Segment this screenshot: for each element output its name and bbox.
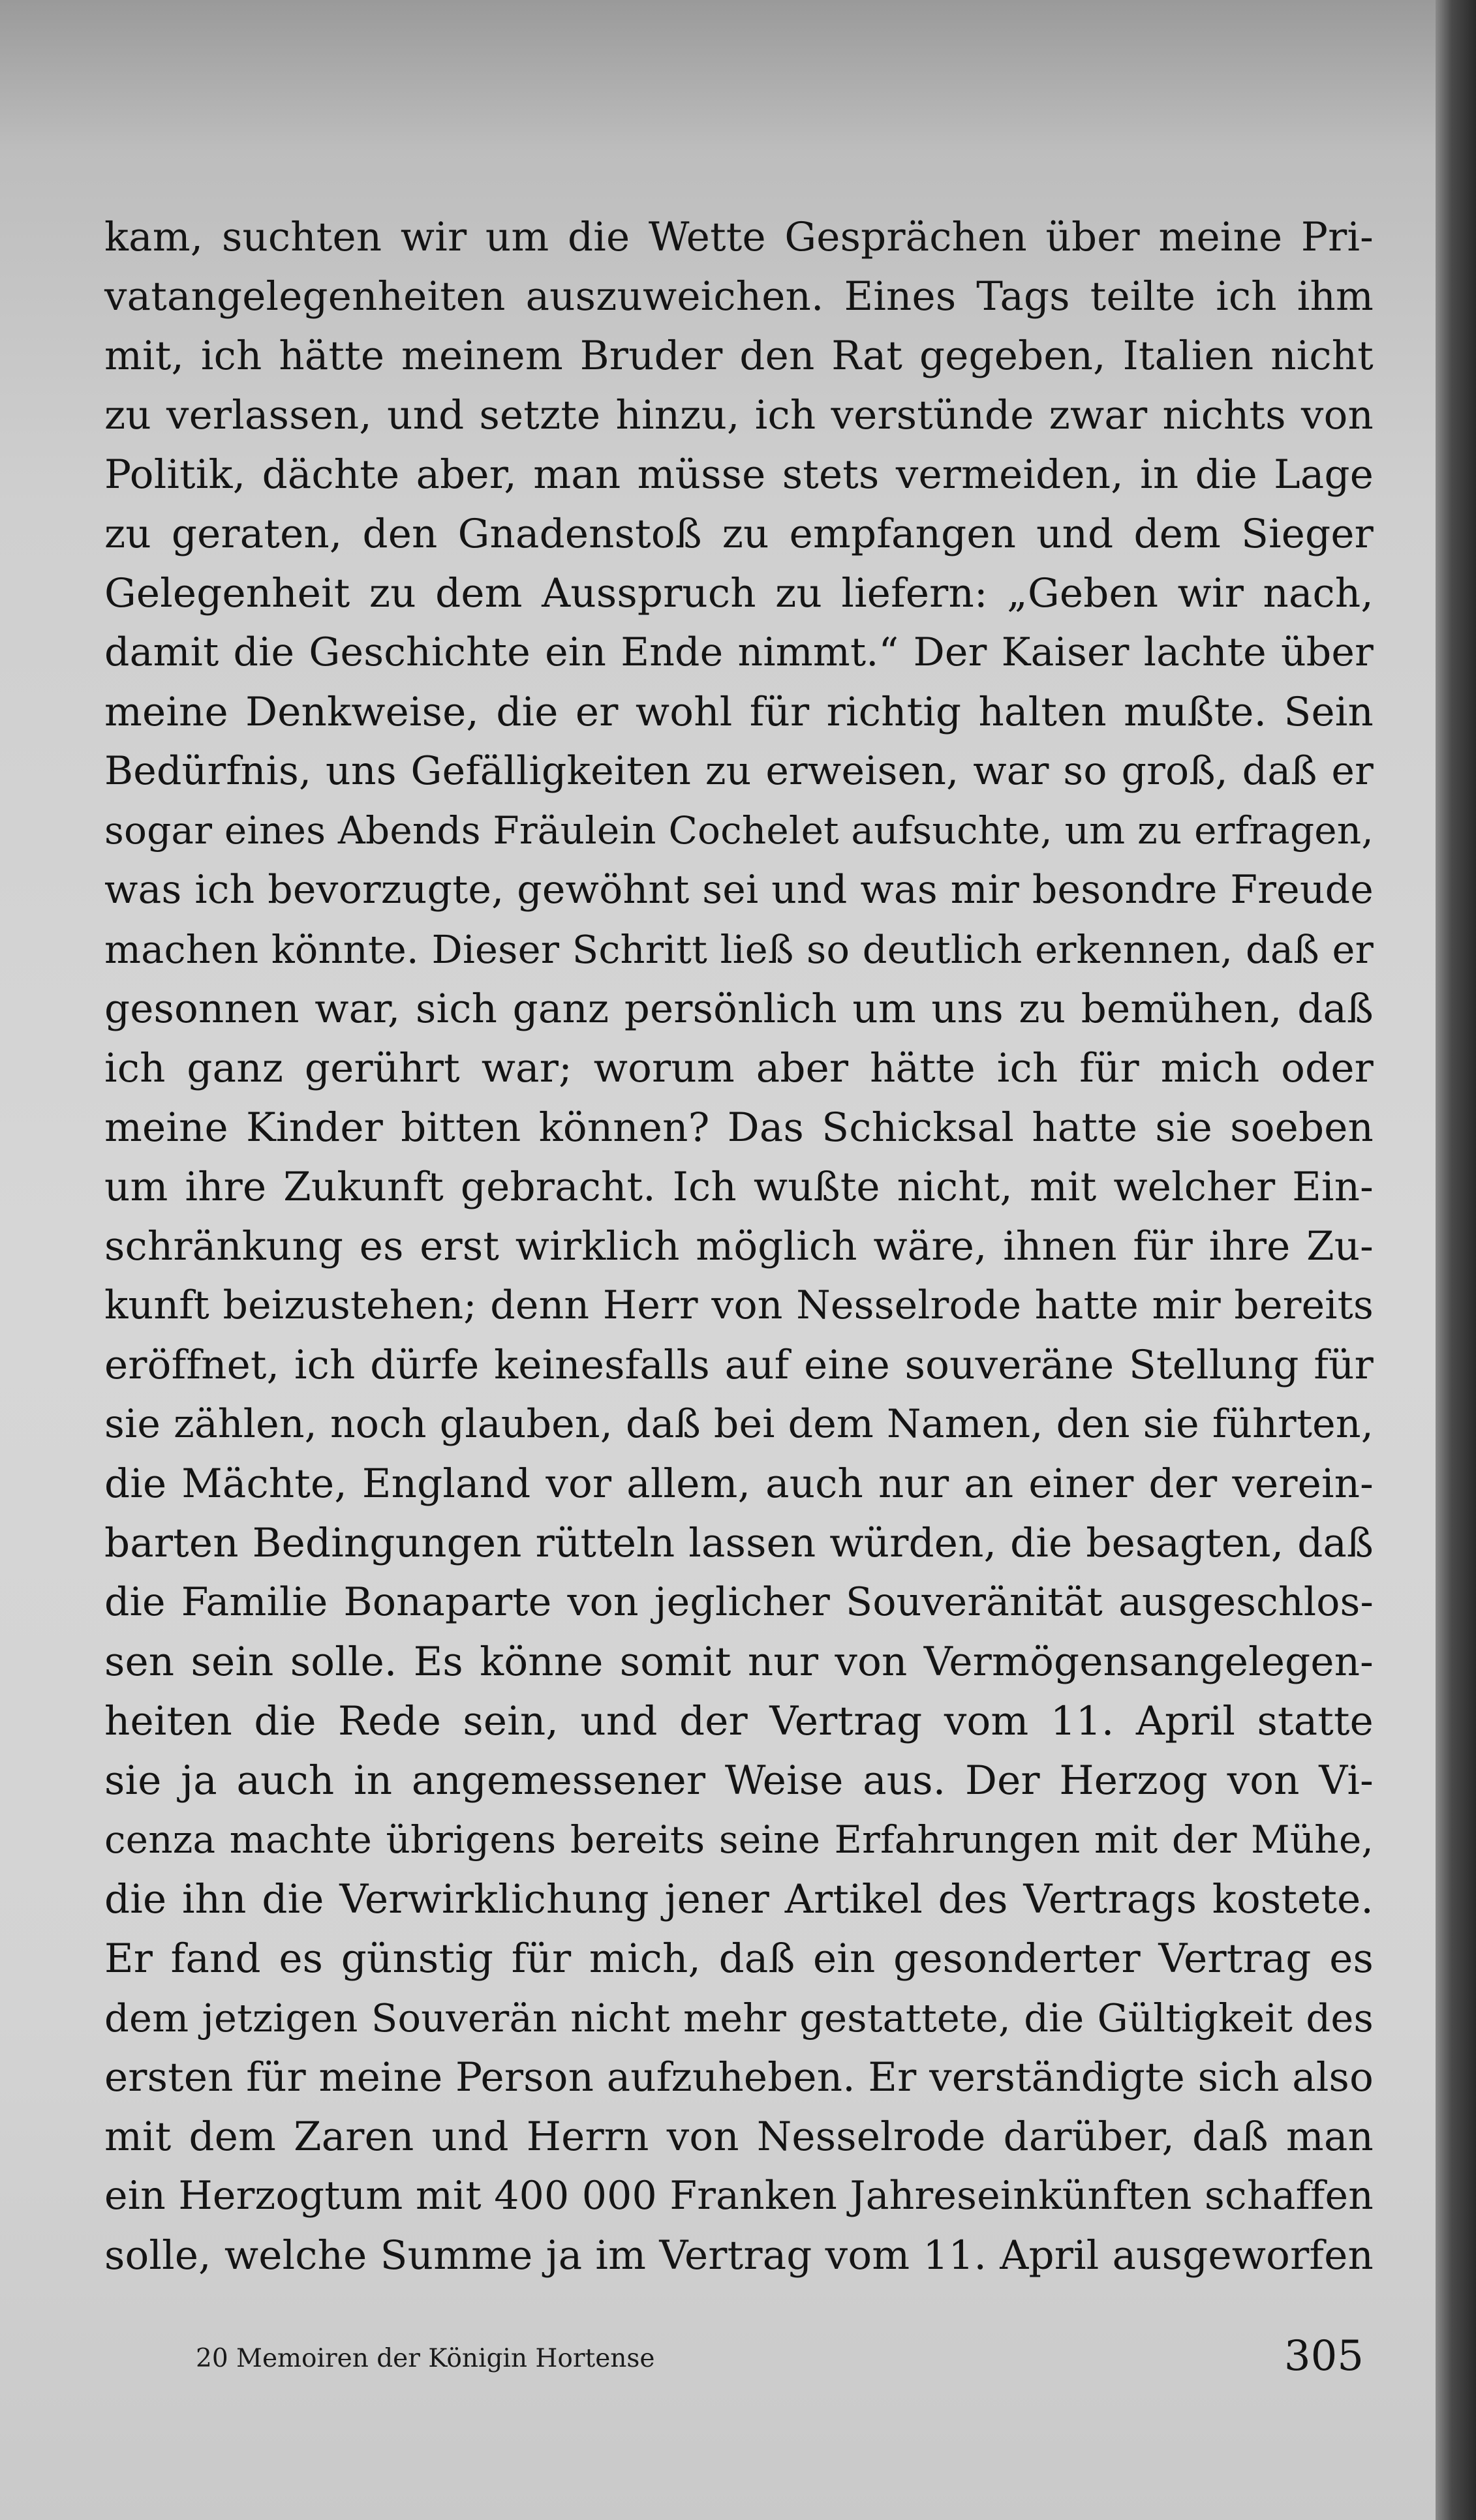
body-text <box>104 207 1374 2285</box>
text-line: ein Herzogtum mit 400 000 Franken Jahreseinkünften schaffen <box>104 2173 1374 2219</box>
text-line: meine Kinder bitten können? Das Schicksal hatte sie soeben <box>104 1104 1374 1151</box>
text-line: sen sein solle. Es könne somit nur von Vermögensangelegen- <box>104 1639 1374 1685</box>
text-line: meine Denkweise, die er wohl für richtig halten mußte. Sein <box>104 689 1374 735</box>
text-line: schränkung es erst wirklich möglich wäre, ihnen für ihre Zu- <box>104 1223 1374 1269</box>
text-line: die ihn die Verwirklichung jener Artikel des Vertrags kostete. <box>104 1876 1374 1922</box>
text-line: zu geraten, den Gnadenstoß zu empfangen und dem Sieger <box>104 511 1374 557</box>
text-line: damit die Geschichte ein Ende nimmt.“ Der Kaiser lachte über <box>104 630 1374 675</box>
text-line: um ihre Zukunft gebracht. Ich wußte nicht, mit welcher Ein- <box>104 1164 1374 1210</box>
text-line: Gelegenheit zu dem Ausspruch zu liefern: „Geben wir nach, <box>104 570 1374 616</box>
text-line: cenza machte übrigens bereits seine Erfahrungen mit der Mühe, <box>104 1817 1374 1862</box>
text-line: eröffnet, ich dürfe keinesfalls auf eine souveräne Stellung für <box>104 1342 1374 1388</box>
text-line: solle, welche Summe ja im Vertrag vom 11. April ausgeworfen <box>104 2232 1374 2279</box>
text-line: mit dem Zaren und Herrn von Nesselrode darüber, daß man <box>104 2114 1374 2160</box>
text-line: gesonnen war, sich ganz persönlich um uns zu bemühen, daß <box>104 986 1374 1032</box>
text-line: vatangelegenheiten auszuweichen. Eines Tags teilte ich ihm <box>104 273 1374 320</box>
text-line: heiten die Rede sein, und der Vertrag vom 11. April statte <box>104 1698 1374 1744</box>
text-line: Bedürfnis, uns Gefälligkeiten zu erweisen, war so groß, daß er <box>104 748 1374 794</box>
page-edge-shadow <box>1436 0 1476 2520</box>
signature-mark: 20 Memoiren der Königin Hortense <box>196 2344 655 2373</box>
text-line: sie zählen, noch glauben, daß bei dem Namen, den sie führten, <box>104 1401 1374 1447</box>
text-line: ersten für meine Person aufzuheben. Er verständigte sich also <box>104 2054 1374 2101</box>
text-line: machen könnte. Dieser Schritt ließ so deutlich erkennen, daß er <box>104 927 1374 972</box>
text-line: kam, suchten wir um die Wette Gesprächen über meine Pri- <box>104 214 1374 260</box>
page-footer <box>196 2332 1364 2378</box>
text-line: die Mächte, England vor allem, auch nur an einer der verein- <box>104 1461 1374 1507</box>
text-line: sogar eines Abends Fräulein Cochelet aufsuchte, um zu erfragen, <box>104 808 1374 853</box>
text-line: die Familie Bonaparte von jeglicher Souveränität ausgeschlos- <box>104 1579 1374 1625</box>
text-line: Er fand es günstig für mich, daß ein gesonderter Vertrag es <box>104 1936 1374 1982</box>
text-line: ich ganz gerührt war; worum aber hätte ich für mich oder <box>104 1045 1374 1091</box>
text-line: sie ja auch in angemessener Weise aus. Der Herzog von Vi- <box>104 1757 1374 1804</box>
text-line: barten Bedingungen rütteln lassen würden, die besagten, daß <box>104 1520 1374 1566</box>
text-line: zu verlassen, und setzte hinzu, ich verstünde zwar nichts von <box>104 392 1374 438</box>
text-line: Politik, dächte aber, man müsse stets vermeiden, in die Lage <box>104 451 1374 498</box>
text-line: dem jetzigen Souverän nicht mehr gestattete, die Gültigkeit des <box>104 1996 1374 2041</box>
text-line: was ich bevorzugte, gewöhnt sei und was mir besondre Freude <box>104 867 1374 913</box>
page-number: 305 <box>1284 2332 1364 2380</box>
text-line: kunft beizustehen; denn Herr von Nesselrode hatte mir bereits <box>104 1283 1374 1328</box>
text-line: mit, ich hätte meinem Bruder den Rat gegeben, Italien nicht <box>104 333 1374 379</box>
